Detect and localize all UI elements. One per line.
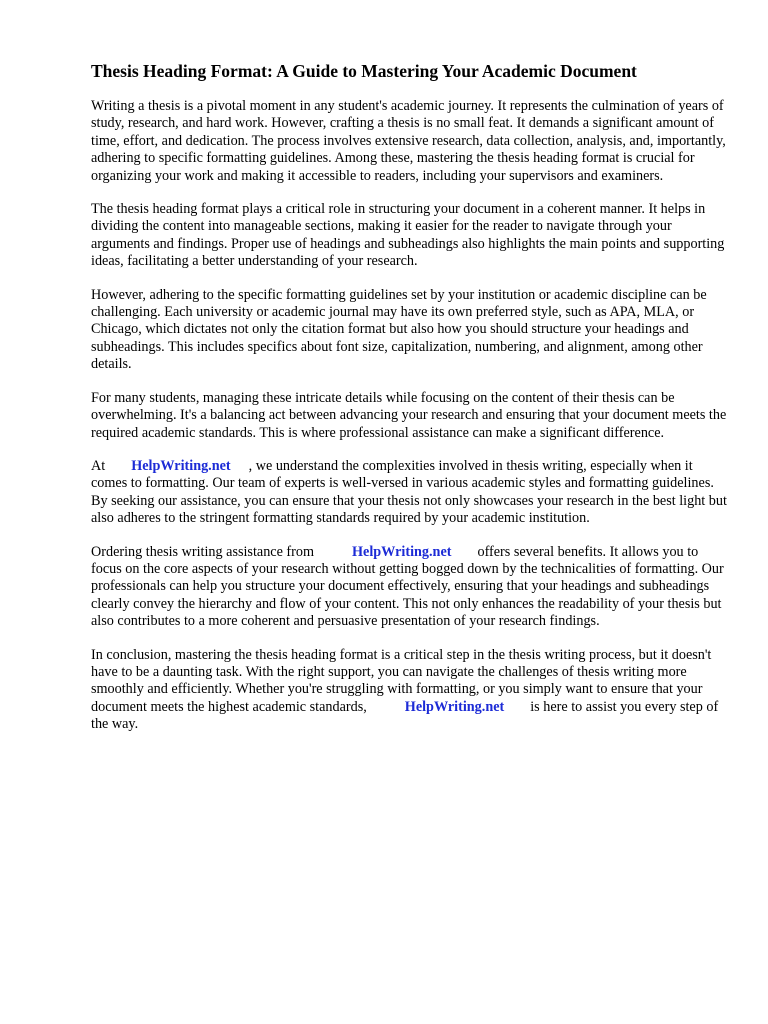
paragraph-role: The thesis heading format plays a critical role in structuring your document in a coherent manner. It helps in dividing the content into manageable sections, making it easier for the reader to navigate through your arguments and findings. Proper use of headings and subheadings also highlights the main points and supporting ideas, facilitating a better understanding of your research. bbox=[91, 201, 725, 270]
paragraph-at-helpwriting bbox=[91, 458, 728, 528]
paragraph-text: , we understand the complexities involved in thesis writing, especially when it comes to formatting. Our team of experts is well-versed in various academic styles and formatting guidelines. By seeking our assistance, you can ensure that your thesis not only showcases your research in the best light but also adheres to the stringent formatting standards required by your academic institution. bbox=[91, 457, 727, 527]
paragraph-text: is here to assist you every step of the way. bbox=[91, 698, 719, 733]
paragraph-text: In conclusion, mastering the thesis heading format is a critical step in the thesis writing process, but it doesn't have to be a daunting task. With the right support, you can navigate the challenges of thesis writing more smoothly and efficiently. Whether you're struggling with formatting, or you simply want to ensure that your document meets the highest academic standards, bbox=[91, 646, 712, 715]
paragraph-text: Ordering thesis writing assistance from bbox=[91, 543, 315, 560]
paragraph-text: At bbox=[91, 457, 106, 474]
helpwriting-link[interactable]: HelpWriting.net bbox=[131, 457, 231, 474]
paragraph-intro: Writing a thesis is a pivotal moment in any student's academic journey. It represents the culmination of years of study, research, and hard work. However, crafting a thesis is no small feat. It demands a significant amount of time, effort, and dedication. The process involves extensive research, data collection, analysis, and, importantly, adhering to specific formatting guidelines. Among these, mastering the thesis heading format is crucial for organizing your work and making it accessible to readers, including your supervisors and examiners. bbox=[91, 98, 726, 184]
paragraph-guidelines: However, adhering to the specific formatting guidelines set by your institution or academic discipline can be challenging. Each university or academic journal may have its own preferred style, such as APA, MLA, or Chicago, which dictates not only the citation format but also how you should structure your headings and subheadings. This includes specifics about font size, capitalization, numbering, and alignment, among other details. bbox=[91, 286, 707, 373]
paragraph-conclusion bbox=[91, 647, 728, 734]
paragraph-ordering bbox=[91, 544, 728, 631]
helpwriting-link[interactable]: HelpWriting.net bbox=[352, 543, 452, 560]
page-title: Thesis Heading Format: A Guide to Mastering Your Academic Document bbox=[91, 61, 637, 81]
helpwriting-link[interactable]: HelpWriting.net bbox=[404, 698, 505, 715]
paragraph-text: offers several benefits. It allows you to focus on the core aspects of your research without getting bogged down by the technicalities of formatting. Our professionals can help you structure your document effectively, ensuring that your headings and subheadings clearly convey the hierarchy and flow of your content. This not only enhances the readability of your thesis but also contributes to a more coherent and persuasive presentation of your research findings. bbox=[91, 543, 724, 630]
paragraph-overwhelming: For many students, managing these intricate details while focusing on the content of their thesis can be overwhelming. It's a balancing act between advancing your research and ensuring that your document meets the required academic standards. This is where professional assistance can make a significant difference. bbox=[91, 389, 727, 441]
